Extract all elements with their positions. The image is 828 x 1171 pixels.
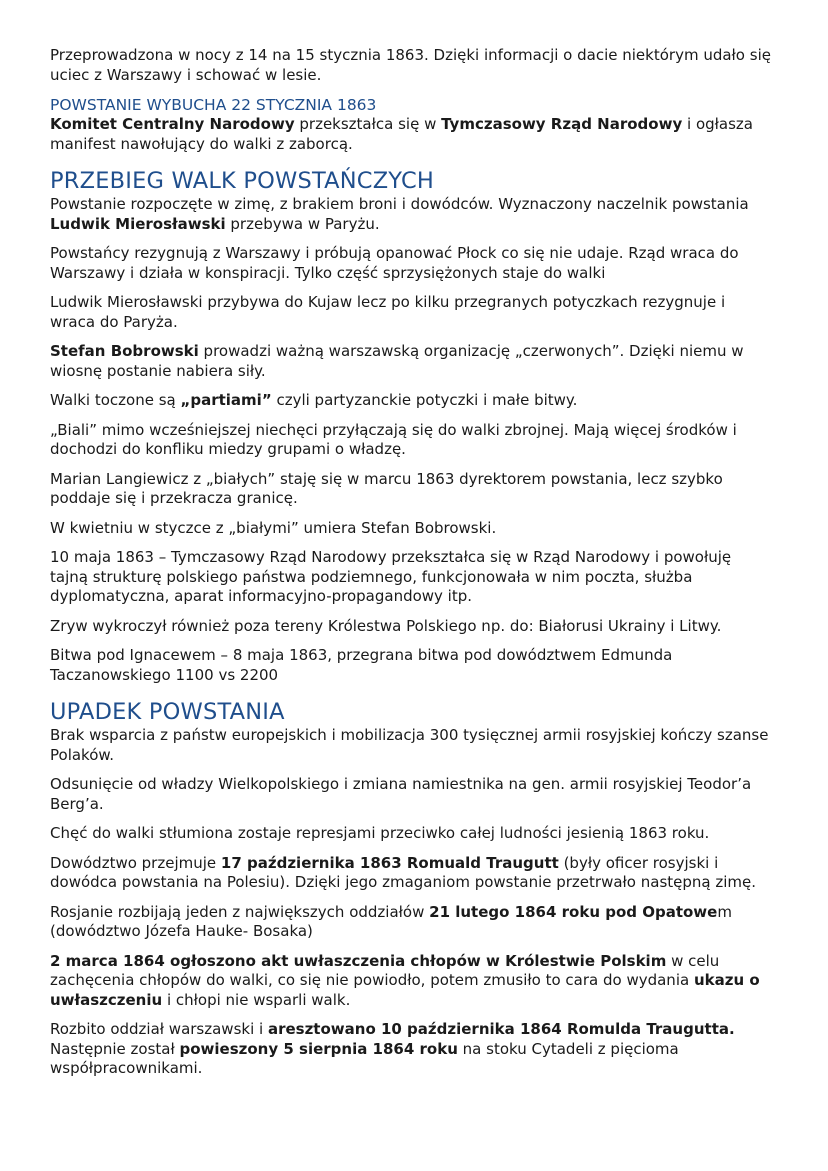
fall-paragraph-2: Odsunięcie od władzy Wielkopolskiego i zmiana namiestnika na gen. armii rosyjskiej Teodor’a Berg’a. — [50, 775, 752, 813]
outbreak-heading: POWSTANIE WYBUCHA 22 STYCZNIA 1863 — [50, 96, 377, 114]
fall-paragraph-3: Chęć do walki stłumiona zostaje represjami przeciwko całej ludności jesienią 1863 roku. — [50, 824, 710, 842]
fall-paragraph-4: Dowództwo przejmuje 17 października 1863 Romuald Traugutt (były oficer rosyjski i dowódca powstania na Polesiu). Dzięki jego zmaganiom powstanie przetrwało następną zimę. — [50, 853, 757, 891]
fall-paragraph-6: 2 marca 1864 ogłoszono akt uwłaszczenia chłopów w Królestwie Polskim w celu zachęcenia chłopów do walki, co się nie powiodło, potem zmusiło to cara do wydania ukazu o uwłaszczeniu i chłopi nie wsparli walk. — [50, 951, 760, 1009]
fall-paragraph-1: Brak wsparcia z państw europejskich i mobilizacja 300 tysięcznej armii rosyjskiej kończy szanse Polaków. — [50, 726, 769, 764]
fall-heading: UPADEK POWSTANIA — [50, 699, 285, 725]
fall-paragraph-7: Rozbito oddział warszawski i aresztowano 10 października 1864 Romulda Traugutta. Następnie został powieszony 5 sierpnia 1864 roku na stoku Cytadeli z pięcioma współpracownikami. — [50, 1020, 735, 1077]
course-paragraph-5: Walki toczone są „partiami” czyli partyzanckie potyczki i małe bitwy. — [50, 391, 578, 409]
course-paragraph-2: Powstańcy rezygnują z Warszawy i próbują opanować Płock co się nie udaje. Rząd wraca do Warszawy i działa w konspiracji. Tylko część sprzysiężonych staje do walki — [50, 244, 739, 282]
course-paragraph-10: Zryw wykroczył również poza tereny Królestwa Polskiego np. do: Białorusi Ukrainy i Litwy. — [50, 616, 722, 635]
outbreak-paragraph: Komitet Centralny Narodowy przekształca się w Tymczasowy Rząd Narodowy i ogłasza manifest nawołujący do walki z zaborcą. — [50, 115, 753, 153]
intro-paragraph: Przeprowadzona w nocy z 14 na 15 stycznia 1863. Dzięki informacji o dacie niektórym udało się uciec z Warszawy i schować w lesie. — [50, 46, 771, 84]
fall-paragraph-5: Rosjanie rozbijają jeden z największych oddziałów 21 lutego 1864 roku pod Opatowem (dowództwo Józefa Hauke- Bosaka) — [50, 902, 732, 940]
course-paragraph-8: W kwietniu w styczce z „białymi” umiera Stefan Bobrowski. — [50, 518, 497, 537]
course-paragraph-3: Ludwik Mierosławski przybywa do Kujaw lecz po kilku przegranych potyczkach rezygnuje i wraca do Paryża. — [50, 293, 726, 331]
course-paragraph-9: 10 maja 1863 – Tymczasowy Rząd Narodowy przekształca się w Rząd Narodowy i powołuję tajną strukturę polskiego państwa podziemnego, funkcjonowała w nim poczta, służba dyplomatyczna, aparat informacyjno-propagandowy itp. — [50, 548, 732, 605]
course-heading: PRZEBIEG WALK POWSTAŃCZYCH — [50, 168, 435, 194]
course-paragraph-4: Stefan Bobrowski prowadzi ważną warszawską organizację „czerwonych”. Dzięki niemu w wiosnę postanie nabiera siły. — [50, 342, 744, 380]
course-paragraph-6: „Biali” mimo wcześniejszej niechęci przyłączają się do walki zbrojnej. Mają więcej środków i dochodzi do konfliku miedzy grupami o władzę. — [50, 420, 737, 458]
course-paragraph-7: Marian Langiewicz z „białych” staję się w marcu 1863 dyrektorem powstania, lecz szybko poddaje się i przekracza granicę. — [50, 469, 723, 507]
course-paragraph-1: Powstanie rozpoczęte w zimę, z brakiem broni i dowódców. Wyznaczony naczelnik powstania Ludwik Mierosławski przebywa w Paryżu. — [50, 195, 749, 233]
course-paragraph-11: Bitwa pod Ignacewem – 8 maja 1863, przegrana bitwa pod dowództwem Edmunda Taczanowskiego 1100 vs 2200 — [50, 646, 673, 684]
